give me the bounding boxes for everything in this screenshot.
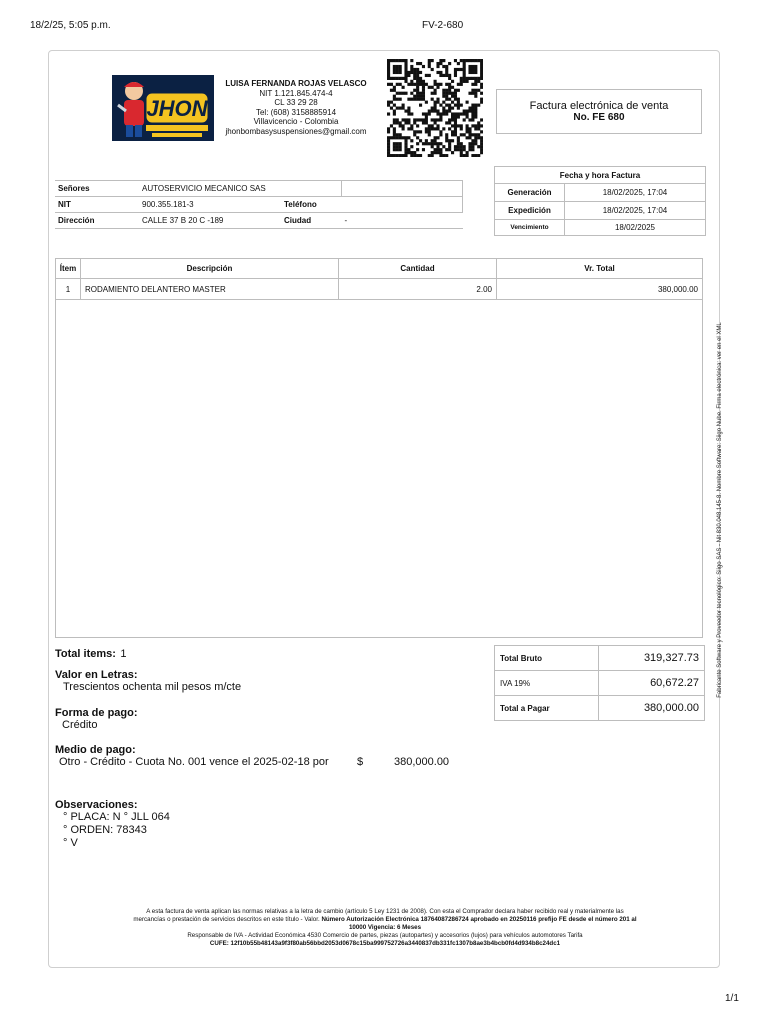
issuer-nit: NIT 1.121.845.474-4: [259, 88, 333, 98]
dates-header: Fecha y hora Factura: [495, 167, 706, 184]
forma-pago-value: Crédito: [62, 719, 98, 731]
vencimiento-value: 18/02/2025: [565, 220, 706, 236]
company-logo: [112, 75, 214, 141]
expedicion-label: Expedición: [495, 202, 565, 220]
svg-text:JHON: JHON: [146, 96, 208, 121]
issuer-tel: Tel: (608) 3158885914: [255, 107, 337, 117]
issuer-address: CL 33 29 28: [274, 98, 318, 107]
total-items: [55, 644, 127, 662]
observacion-1: ° PLACA: N ° JLL 064: [63, 811, 170, 823]
footer-line-3: 10000 Vigencia: 6 Meses: [348, 924, 422, 931]
observaciones-label: Observaciones:: [55, 799, 138, 811]
medio-pago-currency: $: [357, 756, 364, 768]
client-table: [55, 180, 463, 229]
nit-value: 900.355.181-3: [139, 197, 281, 213]
medio-pago-value: Otro - Crédito - Cuota No. 001 vence el 2025-02-18 por: [59, 756, 329, 768]
generacion-label: Generación: [495, 184, 565, 202]
qr-code: [387, 59, 483, 157]
observaciones: [55, 799, 170, 850]
forma-pago-label: Forma de pago:: [55, 707, 138, 719]
items-table: [56, 259, 702, 300]
issuer-name: LUISA FERNANDA ROJAS VELASCO: [225, 79, 367, 88]
total-pagar-value: 380,000.00: [599, 696, 705, 721]
totals-table: [494, 645, 705, 721]
ciudad-label: Ciudad: [281, 213, 342, 229]
valor-letras-label: Valor en Letras:: [55, 669, 138, 681]
issuer-email: jhonbombasysuspensiones@gmail.com: [225, 126, 367, 136]
medio-pago: [55, 744, 475, 770]
col-descripcion: Descripción: [81, 259, 339, 279]
print-doc-title: FV-2-680: [422, 20, 464, 31]
expedicion-value: 18/02/2025, 17:04: [565, 202, 706, 220]
valor-letras: [55, 669, 241, 693]
print-datetime: 18/2/25, 5:05 p.m.: [30, 20, 111, 31]
telefono-label: Teléfono: [281, 197, 342, 213]
invoice-title-box: [496, 89, 702, 134]
software-vertical-note: [700, 300, 740, 720]
row-descripcion: RODAMIENTO DELANTERO MASTER: [81, 279, 339, 300]
total-pagar-label: Total a Pagar: [495, 696, 599, 721]
row-total: 380,000.00: [497, 279, 703, 300]
footer-line-2a: mercancías o prestación de servicios descritos en este título - Valor.: [133, 916, 320, 923]
vencimiento-label: Vencimiento: [495, 220, 565, 236]
direccion-value: CALLE 37 B 20 C -189: [139, 213, 281, 229]
senores-value: AUTOSERVICIO MECANICO SAS: [139, 181, 281, 197]
iva-label: IVA 19%: [495, 671, 599, 696]
issuer-block: [216, 79, 376, 136]
col-total: Vr. Total: [497, 259, 703, 279]
observacion-3: ° V: [63, 837, 78, 849]
observacion-2: ° ORDEN: 78343: [63, 824, 147, 836]
invoice-title: Factura electrónica de venta: [529, 100, 669, 112]
row-cantidad: 2.00: [339, 279, 497, 300]
col-item: Ítem: [56, 259, 81, 279]
legal-footer: [70, 908, 700, 948]
medio-pago-label: Medio de pago:: [55, 744, 136, 756]
forma-pago: [55, 707, 138, 731]
total-bruto-value: 319,327.73: [599, 646, 705, 671]
footer-line-2b: Número Autorización Electrónica 18764087286724 aprobado en 20250116 prefijo FE desde el número 201 al: [321, 916, 637, 923]
row-item: 1: [56, 279, 81, 300]
ciudad-value: -: [342, 213, 463, 229]
invoice-number: No. FE 680: [573, 112, 625, 123]
software-note-text: Fabricante Software y Proveedor tecnológico: Siigo SAS - Nit 830.048.145-8. Nombre Software: Siigo Nube. Firma electrónica: ver en el XML: [717, 322, 723, 698]
senores-label: Señores: [55, 181, 139, 197]
page-number: 1/1: [725, 993, 739, 1004]
nit-label: NIT: [55, 197, 139, 213]
items-table-frame: [55, 258, 703, 638]
footer-cufe: CUFE: 12f10b55b48143a9f3f80ab56bbd2053d0678c15ba999752726a3440837db331fc1307b8ae3b4bcb0fd4d934b8c24dc1: [209, 940, 561, 947]
col-cantidad: Cantidad: [339, 259, 497, 279]
iva-value: 60,672.27: [599, 671, 705, 696]
dates-table: [494, 166, 706, 236]
generacion-value: 18/02/2025, 17:04: [565, 184, 706, 202]
footer-line-4: Responsable de IVA - Actividad Económica 4530 Comercio de partes, piezas (autopartes) y accesorios (lujos) para vehículos automotores Tarifa: [187, 932, 583, 939]
total-items-value: 1: [120, 648, 127, 660]
valor-letras-value: Trescientos ochenta mil pesos m/cte: [63, 681, 242, 693]
table-row: [56, 279, 702, 300]
issuer-city: Villavicencio - Colombia: [253, 117, 339, 126]
direccion-label: Dirección: [55, 213, 139, 229]
medio-pago-amount: 380,000.00: [394, 756, 450, 768]
total-items-label: Total items:: [55, 648, 116, 660]
telefono-value: [342, 197, 463, 213]
footer-line-1: A esta factura de venta aplican las normas relativas a la letra de cambio (artículo 5 Ley 1231 de 2008). Con esta el Comprador declara haber recibido real y materialmente las: [146, 908, 624, 915]
total-bruto-label: Total Bruto: [495, 646, 599, 671]
